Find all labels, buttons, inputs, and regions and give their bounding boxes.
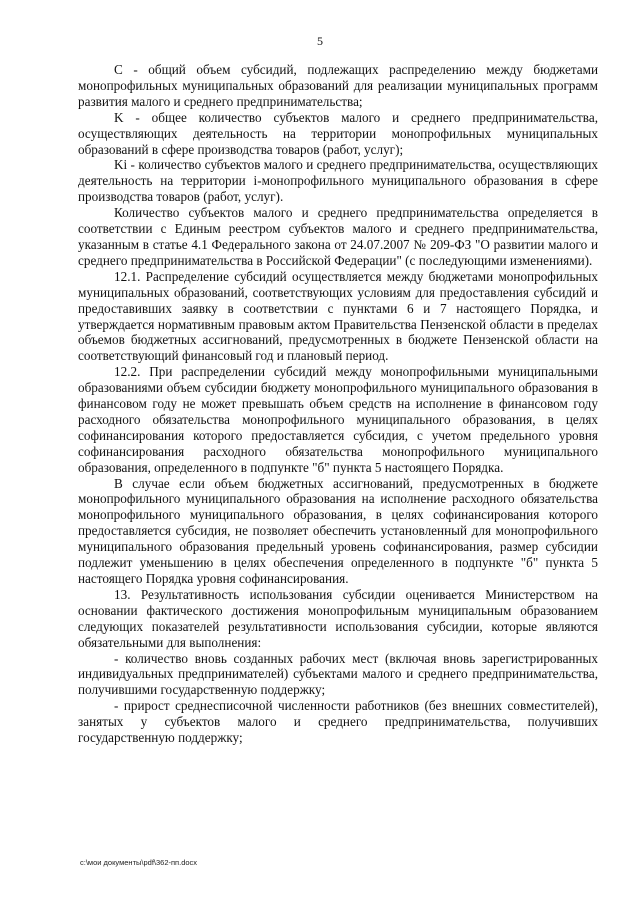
list-item-new-jobs: - количество вновь созданных рабочих мест (включая вновь зарегистрированных индивидуальных предпринимателей) субъектами малого и среднего предпринимательства, получившими государственную поддержку; [78,650,598,698]
paragraph-12-2: 12.2. При распределении субсидий между монопрофильными муниципальными образованиями объем субсидии бюджету монопрофильного муниципального образования в финансовом году не может превышать объем средств на исполнение в финансовом году расходного обязательства монопрофильного муниципального образования, в целях софинансирования которого предоставляется субсидия, с учетом предельного уровня софинансирования расходного обязательства монопрофильного муниципального образования, определенного в подпункте "б" пункта 5 настоящего Порядка. [78,364,598,475]
paragraph-registry: Количество субъектов малого и среднего предпринимательства определяется в соответствии с Единым реестром субъектов малого и среднего предпринимательства, указанным в статье 4.1 Федерального закона от 24.07.2007 № 209-ФЗ "О развитии малого и среднего предпринимательства в Российской Федерации" (с последующими изменениями). [78,205,598,268]
document-body [78,62,598,746]
paragraph-reduction: В случае если объем бюджетных ассигнований, предусмотренных в бюджете монопрофильного муниципального образования на исполнение расходного обязательства монопрофильного муниципального образования, в целях софинансирования которого предоставляется субсидия, не позволяет обеспечить установленный для монопрофильного муниципального образования предельный уровень софинансирования, размер субсидии подлежит уменьшению в целях обеспечения определенного в подпункте "б" пункта 5 настоящего Порядка уровня софинансирования. [78,475,598,586]
page-number: 5 [317,34,323,48]
list-item-headcount-growth: - прирост среднесписочной численности работников (без внешних совместителей), занятых у субъектов малого и среднего предпринимательства, получивших государственную поддержку; [78,698,598,746]
footer-file-path: c:\мои документы\pdf\362-пп.docx [80,858,198,867]
paragraph-c-definition: С - общий объем субсидий, подлежащих распределению между бюджетами монопрофильных муниципальных образований для реализации муниципальных программ развития малого и среднего предпринимательства; [78,62,598,109]
paragraph-k-definition: K - общее количество субъектов малого и среднего предпринимательства, осуществляющих деятельность на территории монопрофильных муниципальных образований в сфере производства товаров (работ, услуг); [78,109,598,157]
paragraph-13: 13. Результативность использования субсидии оценивается Министерством на основании фактического достижения монопрофильным муниципальным образованием следующих показателей результативности использования субсидии, которые являются обязательными для выполнения: [78,586,598,650]
paragraph-12-1: 12.1. Распределение субсидий осуществляется между бюджетами монопрофильных муниципальных образований, соответствующих условиям для предоставления субсидий и предоставивших заявку в соответствии с пунктами 6 и 7 настоящего Порядка, и утверждается нормативным правовым актом Правительства Пензенской области в пределах объемов бюджетных ассигнований, предусмотренных в бюджете Пензенской области на соответствующий финансовый год и плановый период. [78,268,598,364]
paragraph-ki-definition: Ki - количество субъектов малого и среднего предпринимательства, осуществляющих деятельность на территории i-монопрофильного муниципального образования в сфере производства товаров (работ, услуг). [78,157,598,205]
